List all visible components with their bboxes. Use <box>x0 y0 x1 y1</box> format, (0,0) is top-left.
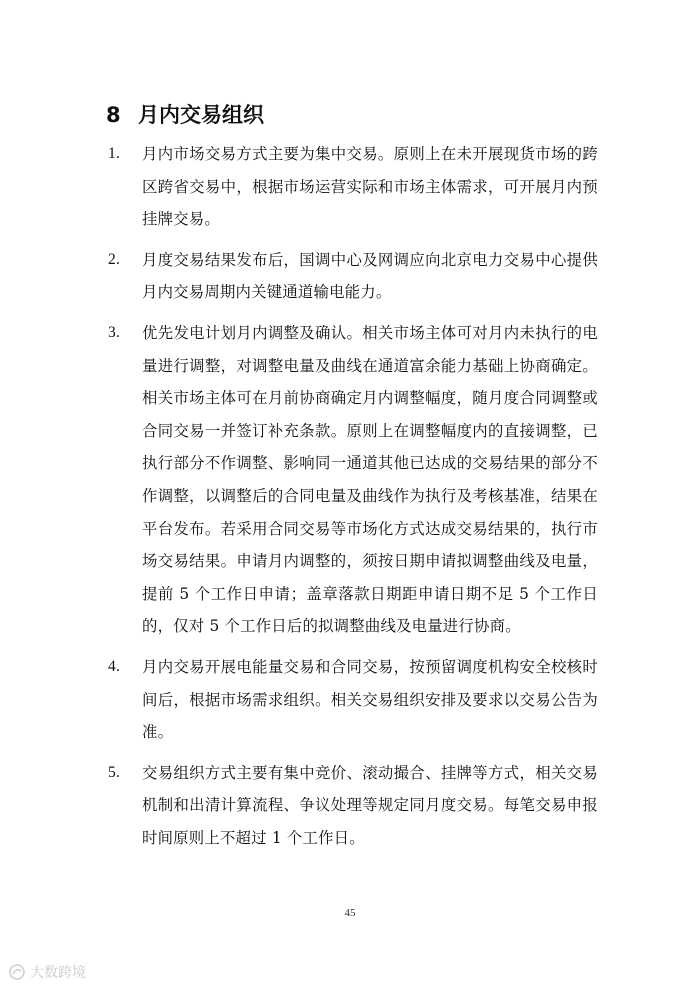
watermark-logo-icon <box>8 963 26 981</box>
list-item <box>108 651 598 749</box>
watermark <box>8 962 86 982</box>
list-item-text: 月内交易开展电能量交易和合同交易，按预留调度机构安全校核时间后，根据市场需求组织。相关交易组织安排及要求以交易公告为准。 <box>142 657 598 742</box>
watermark-text: 大数跨境 <box>30 965 86 981</box>
list-item <box>108 138 598 236</box>
list-item <box>108 317 598 643</box>
section-title: 月内交易组织 <box>138 103 264 127</box>
list-item <box>108 757 598 855</box>
section-heading <box>106 100 264 130</box>
list-item-text: 优先发电计划月内调整及确认。相关市场主体可对月内未执行的电量进行调整，对调整电量及曲线在通道富余能力基础上协商确定。相关市场主体可在月前协商确定月内调整幅度，随月度合同调整或合同交易一并签订补充条款。原则上在调整幅度内的直接调整，已执行部分不作调整、影响同一通道其他已达成的交易结果的部分不作调整，以调整后的合同电量及曲线作为执行及考核基准，结果在平台发布。若采用合同交易等市场化方式达成交易结果的，执行市场交易结果。申请月内调整的，须按日期申请拟调整曲线及电量，提前 5 个工作日申请；盖章落款日期距申请日期不足 5 个工作日的，仅对 5 个工作日后的拟调整曲线及电量进行协商。 <box>142 323 598 636</box>
list-item-text: 交易组织方式主要有集中竞价、滚动撮合、挂牌等方式，相关交易机制和出清计算流程、争议处理等规定同月度交易。每笔交易申报时间原则上不超过 1 个工作日。 <box>142 763 598 847</box>
numbered-list <box>108 138 598 862</box>
page-number: 45 <box>344 907 356 919</box>
list-item-marker: 3. <box>108 323 121 341</box>
list-item-marker: 4. <box>108 657 121 675</box>
list-item-marker: 2. <box>108 250 121 268</box>
list-item <box>108 244 598 309</box>
list-item-marker: 1. <box>108 145 121 162</box>
list-item-text: 月度交易结果发布后，国调中心及网调应向北京电力交易中心提供月内交易周期内关键通道输电能力。 <box>142 250 598 302</box>
list-item-marker: 5. <box>108 763 121 781</box>
section-number: 8 <box>106 103 121 127</box>
list-item-text: 月内市场交易方式主要为集中交易。原则上在未开展现货市场的跨区跨省交易中，根据市场运营实际和市场主体需求，可开展月内预挂牌交易。 <box>142 145 598 229</box>
